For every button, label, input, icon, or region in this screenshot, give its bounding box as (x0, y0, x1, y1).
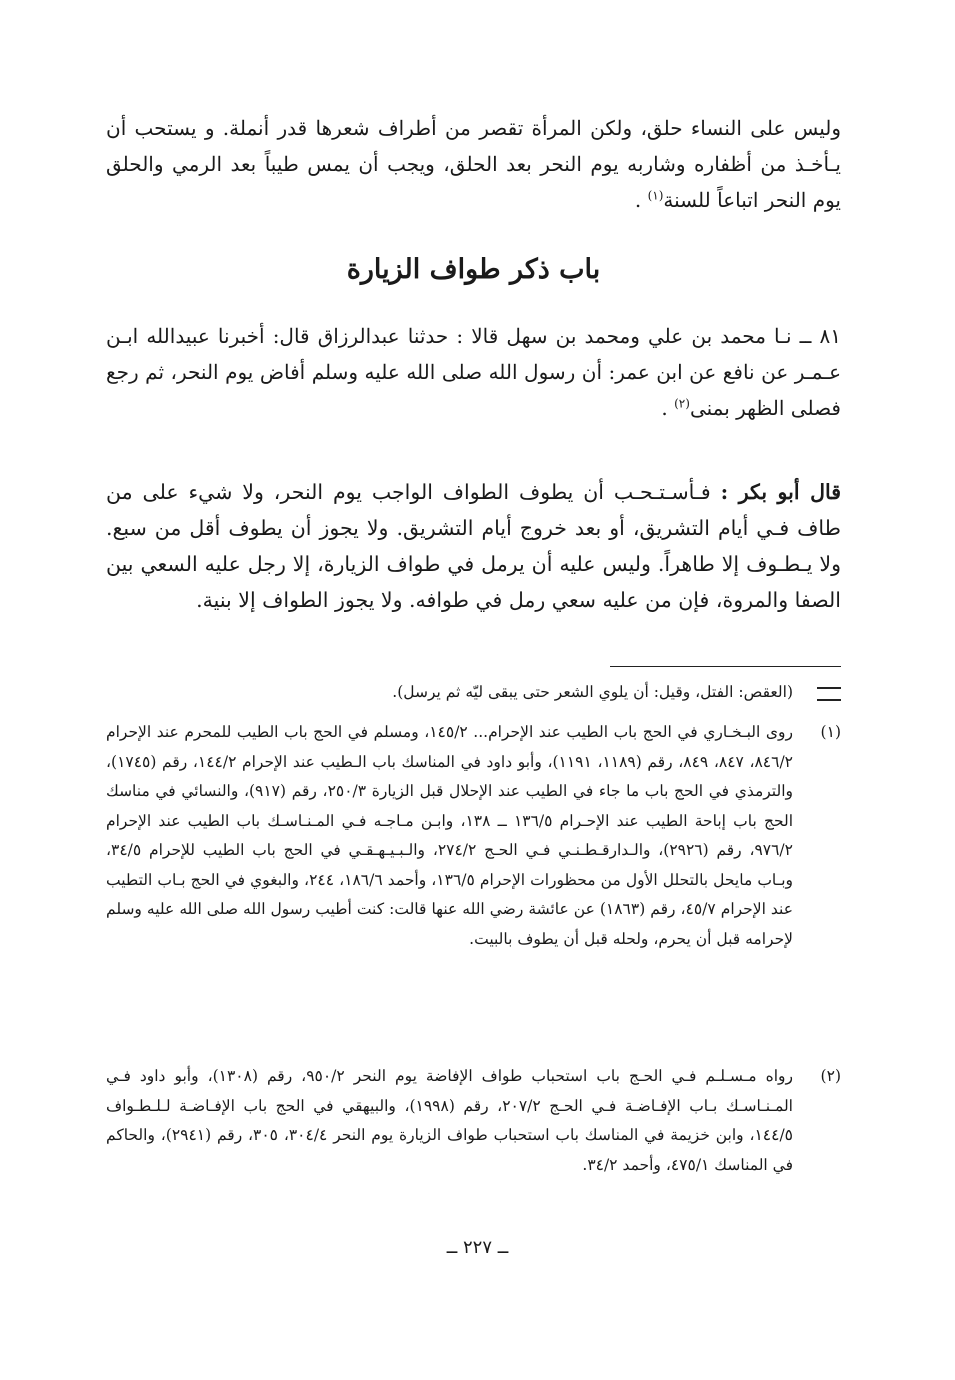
footnote-ref-2[interactable]: (٢) (674, 396, 690, 411)
chapter-title: باب ذكر طواف الزيارة (346, 254, 601, 285)
gloss-text: (العقص: الفتل، وقيل: أن يلوي الشعر حتى يبقى ليّه ثم يرسل). (392, 683, 793, 701)
commentary-paragraph (106, 474, 841, 618)
intro-text: وليس على النساء حلق، ولكن المرأة تقصر من أطراف شعرها قدر أنملة. و يستحب أن يـأخـذ من أظفاره وشاربه يوم النحر بعد الحلق، ويجب أن يمس طيباً بعد الرمي والحلق يوم النحر اتباعاً للسنة (106, 116, 841, 212)
footnote-ref-1[interactable]: (١) (647, 188, 664, 203)
footnote-1 (106, 718, 841, 954)
double-line-icon (817, 687, 841, 701)
footnote-2-text: رواه مـسـلـم فـي الحـج باب استحباب طواف الإفاضة يوم النحر ٩٥٠/٢، رقم (١٣٠٨)، وأبو داود فـي المـنـاسـك بـاب الإفـاضـة فـي الحـج ٢٠٧/٢، رقم (١٩٩٨)، والبيهقي في الحج باب الإفـاضـة لـلـطـواف ١٤٤/٥، وابن خزيمة في المناسك باب استحباب طواف الزيارة يوم النحر ٣٠٤/٤، ٣٠٥، رقم (٢٩٤١)، والحاكم في المناسك ٤٧٥/١، وأحمد ٣٤/٢. (106, 1067, 794, 1174)
hadith-81-end: . (661, 396, 675, 420)
footnote-1-marker: (١) (820, 723, 841, 741)
footnote-gloss (106, 678, 841, 708)
intro-end: . (634, 188, 648, 212)
gloss-marker (805, 678, 841, 708)
footnote-2 (106, 1062, 841, 1180)
hadith-81-text: ٨١ ــ نـا محمد بن علي ومحمد بن سهل قالا : حدثنا عبدالرزاق قال: أخبرنا عبيدالله ابـن عـمـر عن نافع عن ابن عمر: أن رسول الله صلى الله عليه وسلم أفاض يوم النحر، ثم رجع فصلى الظهر بمنى (106, 324, 841, 420)
commentary-speaker: قال أبو بكر : (720, 480, 842, 504)
hadith-81-paragraph (106, 318, 841, 426)
footnote-1-text: روى البـخـاري في الحج باب الطيب عند الإحرام... ١٤٥/٢، ومسلم في الحج باب الطيب للمحرم عند الإحرام ٨٤٦/٢، ٨٤٧، ٨٤٩، رقم (١١٨٩، ١١٩١)، وأبو داود في المناسك باب الـطيب عند الإحرام ١٤٤/٢، رقم (١٧٤٥)، والترمذي في الحج باب ما جاء في الطيب عند الإحلال قبل الزيارة ٢٥٠/٣، رقم (٩١٧)، والنسائي في مناسك الحج باب إباحة الطيب عند الإحـرام ١٣٦/٥ ــ ١٣٨، وابـن مـاجـه فـي المـنـاسـك باب الطيب عند الإحرام ٩٧٦/٢، رقم (٢٩٢٦)، والـدارقـطـنـي فـي الحـج ٢٧٤/٢، والـبـيـهـقـي في الحج باب الطيب للإحرام ٣٤/٥، وبـاب مايحل بالتحلل الأول من محظورات الإحرام ١٣٦/٥، وأحمد ١٨٦/٦، ٢٤٤، والبغوي في الحج بـاب التطيب عند الإحرام ٤٥/٧، رقم (١٨٦٣) عن عائشة رضي الله عنها قالت: كنت أطيب رسول الله صلى الله عليه وسلم لإحرامه قبل أن يحرم، ولحله قبل أن يطوف بالبيت. (106, 723, 794, 948)
footnote-2-marker: (٢) (820, 1067, 841, 1085)
intro-paragraph (106, 110, 841, 218)
page-number: ــ ٢٢٧ ــ (446, 1237, 509, 1258)
footnote-separator (610, 666, 841, 667)
commentary-text: فـأسـتـحـب أن يطوف الطواف الواجب يوم النحر، ولا شيء على من طاف فـي أيام التشريق، أو بعد خروج أيام التشريق. ولا يجوز أن يطوف أقل من سبع. ولا يـطـوف إلا طاهراً. وليس عليه أن يرمل في طواف الزيارة، إلا رجل عليه السعي بين الصفا والمروة، فإن من عليه سعي رمل في طوافه. ولا يجوز الطواف إلا بنية. (106, 480, 841, 612)
